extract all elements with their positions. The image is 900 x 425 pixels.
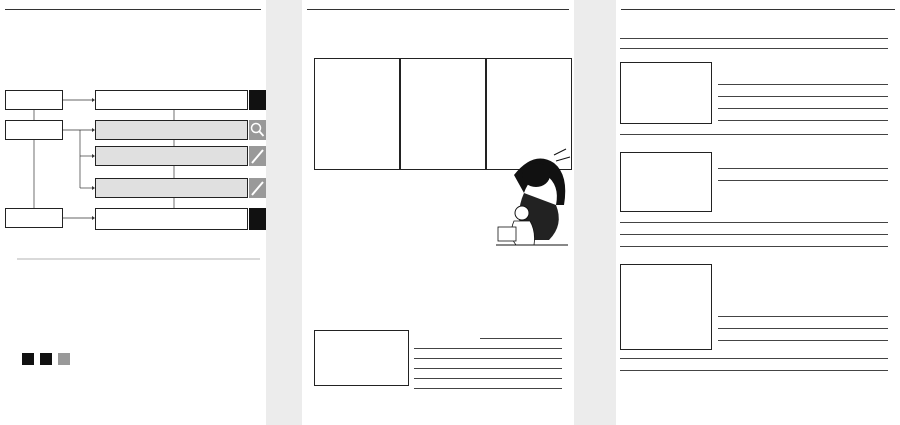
answer-line[interactable]	[718, 96, 888, 97]
tip-box-gift	[620, 264, 712, 350]
question-box-4	[95, 178, 248, 198]
answer-line[interactable]	[414, 378, 562, 379]
tip-chatiquette	[400, 58, 486, 170]
answer-line[interactable]	[718, 340, 888, 341]
answer-line[interactable]	[718, 316, 888, 317]
page-header	[5, 2, 261, 10]
answer-line[interactable]	[620, 222, 888, 223]
answer-line[interactable]	[414, 348, 562, 349]
tip-box-anonymity	[620, 62, 712, 124]
pencil-icon	[249, 178, 266, 198]
page-gutter-left	[266, 0, 302, 425]
answer-line[interactable]	[718, 328, 888, 329]
answer-line[interactable]	[620, 370, 888, 371]
answer-line[interactable]	[718, 180, 888, 181]
square-black-icon	[249, 90, 266, 110]
answer-line[interactable]	[620, 134, 888, 135]
chat-illustration	[494, 145, 572, 255]
square-black-icon	[249, 208, 266, 230]
answer-line[interactable]	[718, 108, 888, 109]
page-header	[621, 2, 895, 10]
answer-line[interactable]	[620, 38, 888, 39]
square-black-icon	[40, 353, 52, 365]
tip-box-home-alone	[620, 152, 712, 212]
page-gutter-right	[574, 0, 616, 425]
left-page	[0, 0, 266, 425]
tip-chat	[314, 58, 400, 170]
pencil-icon	[58, 353, 70, 365]
question-box-1	[95, 90, 248, 110]
answer-line[interactable]	[718, 168, 888, 169]
answer-line[interactable]	[620, 246, 888, 247]
nickname-box	[314, 330, 409, 386]
question-box-3	[95, 146, 248, 166]
bar-chart	[174, 350, 236, 398]
pencil-icon	[249, 146, 266, 166]
example-gray-box	[17, 258, 260, 260]
square-black-icon	[22, 353, 34, 365]
question-box-2	[95, 120, 248, 140]
answer-line[interactable]	[414, 358, 562, 359]
answer-line[interactable]	[718, 84, 888, 85]
answer-line[interactable]	[414, 388, 562, 389]
question-box-5	[95, 208, 248, 230]
right-page	[616, 0, 900, 425]
answer-line[interactable]	[620, 234, 888, 235]
answer-line[interactable]	[480, 338, 562, 339]
answer-line[interactable]	[718, 120, 888, 121]
page-header	[307, 2, 569, 10]
answer-line[interactable]	[620, 358, 888, 359]
magnifier-icon	[249, 120, 266, 140]
answer-line[interactable]	[620, 48, 888, 49]
middle-page	[302, 0, 574, 425]
answer-line[interactable]	[414, 368, 562, 369]
